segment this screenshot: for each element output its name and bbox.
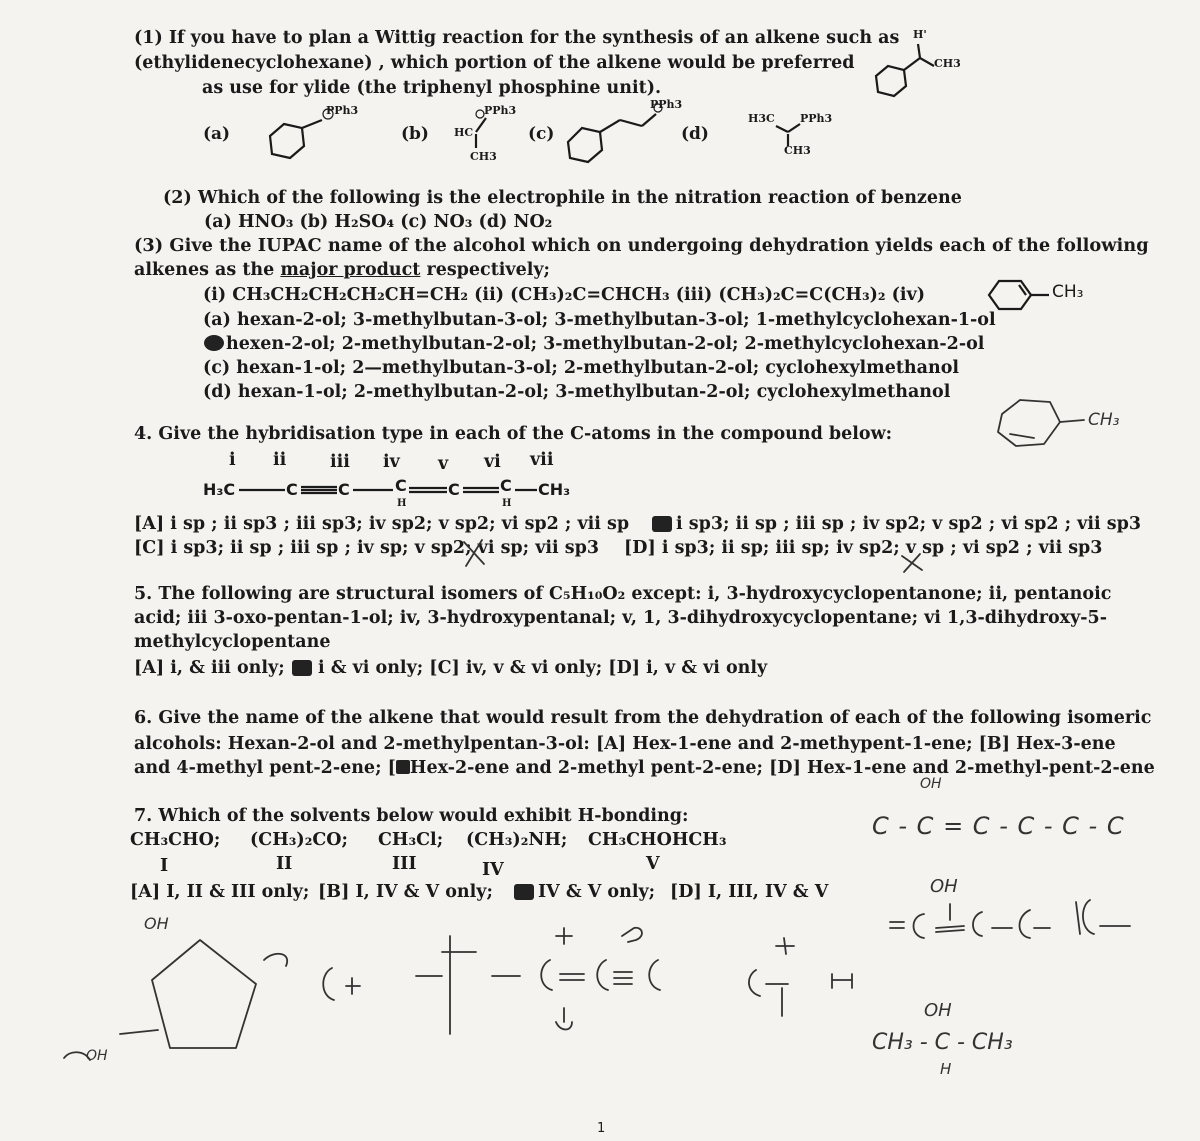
- q3-line-2: [134, 260, 550, 280]
- q4-c6: C: [500, 476, 512, 495]
- q7-numeral-V: V: [646, 854, 660, 874]
- option-b-marked-circle: [203, 334, 227, 354]
- q1-line-2: (ethylidenecyclohexane) , which portion of the alkene would be preferred: [134, 53, 855, 73]
- q3-line-2c: respectively;: [420, 260, 551, 280]
- q7-option-D: [D] I, III, IV & V: [670, 882, 829, 902]
- q4-option-B-mark: [650, 514, 674, 534]
- handwritten-cross-marks: [460, 534, 960, 574]
- q3-option-b: hexen-2-ol; 2-methylbutan-2-ol; 3-methylbutan-2-ol; 2-methylcyclohexan-2-ol: [226, 334, 985, 354]
- option-b-hc: HC: [454, 126, 474, 139]
- q5-line-3: methylcyclopentane: [134, 632, 331, 652]
- q4-numeral-vi: vi: [484, 452, 501, 472]
- q4-c2: C: [286, 480, 298, 499]
- q5-option-B-mark: [290, 658, 316, 678]
- q4-c5: C: [448, 480, 460, 499]
- hw-chain-2: [880, 890, 1160, 970]
- q5-line-1: 5. The following are structural isomers of C₅H₁₀O₂ except: i, 3-hydroxycyclopentanone; ii, pentanoic: [134, 584, 1112, 604]
- q4-numeral-iv: iv: [383, 452, 400, 472]
- target-ch3-label: CH3: [934, 57, 961, 70]
- hw-oh-left: OH: [144, 914, 169, 933]
- q1-option-d-label: (d): [681, 124, 709, 144]
- hw-middle-chain: [320, 926, 880, 1066]
- q6-line-3: [134, 758, 1155, 778]
- q6-line-1: 6. Give the name of the alkene that would result from the dehydration of each of the following isomeric: [134, 708, 1152, 728]
- hw-oh-1: OH: [920, 776, 942, 792]
- q4-numeral-v: v: [438, 454, 449, 474]
- q6-option-C-mark: [396, 760, 410, 774]
- ethylidenecyclohexane-structure: [862, 40, 962, 100]
- q7-option-B: [B] I, IV & V only;: [318, 882, 493, 902]
- q7-line-1: 7. Which of the solvents below would exhibit H-bonding:: [134, 806, 689, 826]
- hw-oh-3: OH: [924, 1000, 952, 1021]
- q7-numeral-IV: IV: [482, 860, 504, 880]
- q1-option-b-label: (b): [401, 124, 429, 144]
- q2-line-1: (2) Which of the following is the electrophile in the nitration reaction of benzene: [163, 188, 962, 208]
- q4-h6: H: [502, 498, 512, 509]
- q1-line-3: as use for ylide (the triphenyl phosphine unit).: [202, 78, 662, 98]
- hw-oh-bottom-left: OH: [86, 1048, 108, 1064]
- q4-option-B: i sp3; ii sp ; iii sp ; iv sp2; v sp2 ; vi sp2 ; vii sp3: [676, 514, 1141, 534]
- q6-line-2: alcohols: Hexan-2-ol and 2-methylpentan-3-ol: [A] Hex-1-ene and 2-methypent-1-ene; [B] Hex-3-ene: [134, 734, 1116, 754]
- handwritten-methylcyclohexene: [980, 392, 1140, 472]
- q4-numeral-vii: vii: [530, 450, 554, 470]
- hw-h: H: [940, 1060, 952, 1078]
- q5-options-rest: i & vi only; [C] iv, v & vi only; [D] i, v & vi only: [318, 658, 768, 678]
- q6-line-3a: and 4-methyl pent-2-ene; [: [134, 758, 396, 778]
- q7-solvent-1: CH₃CHO;: [130, 830, 221, 850]
- option-a-pph3: PPh3: [326, 104, 359, 117]
- q5-line-2: acid; iii 3-oxo-pentan-1-ol; iv, 3-hydroxypentanal; v, 1, 3-dihydroxycyclopentane; vi 1,3-dihydroxy-5-: [134, 608, 1107, 628]
- q7-option-A: [A] I, II & III only;: [130, 882, 310, 902]
- hw-oh-2: OH: [930, 876, 958, 897]
- q1-option-a-label: (a): [203, 124, 231, 144]
- option-b-ylide-structure: [468, 108, 508, 158]
- q7-solvent-5: CH₃CHOHCH₃: [588, 830, 727, 850]
- option-b-pph3: PPh3: [484, 104, 517, 117]
- q3-major-product: major product: [280, 260, 421, 280]
- q7-numeral-II: II: [276, 854, 293, 874]
- q4-c3: C: [338, 480, 350, 499]
- q4-line-1: 4. Give the hybridisation type in each of the C-atoms in the compound below:: [134, 424, 893, 444]
- q4-ch3: CH₃: [538, 480, 571, 499]
- q7-numeral-I: I: [160, 856, 169, 876]
- target-h-label: H': [913, 28, 927, 41]
- hw-carbon-chain: C - C = C - C - C - C: [872, 812, 1125, 840]
- page-number: 1: [597, 1121, 606, 1136]
- q3-option-c: (c) hexan-1-ol; 2—methylbutan-3-ol; 2-methylbutan-2-ol; cyclohexylmethanol: [203, 358, 960, 378]
- hw-ch3-c-ch3: CH₃ - C - CH₃: [872, 1030, 1013, 1055]
- q7-numeral-III: III: [392, 854, 417, 874]
- q7-option-C: IV & V only;: [538, 882, 656, 902]
- q3-iv-ch3: CH₃: [1052, 282, 1084, 302]
- q7-solvent-3: CH₃Cl;: [378, 830, 444, 850]
- q4-h4: H: [397, 498, 407, 509]
- q4-option-C: [C] i sp3; ii sp ; iii sp ; iv sp; v sp2; vi sp; vii sp3: [134, 538, 600, 558]
- q4-c4: C: [395, 476, 407, 495]
- q4-h3c: H₃C: [203, 480, 236, 499]
- q4-numeral-iii: iii: [330, 452, 350, 472]
- q2-options: (a) HNO₃ (b) H₂SO₄ (c) NO₃ (d) NO₂: [204, 212, 553, 232]
- q3-option-d: (d) hexan-1-ol; 2-methylbutan-2-ol; 3-methylbutan-2-ol; cyclohexylmethanol: [203, 382, 951, 402]
- option-d-h3c: H3C: [748, 112, 775, 125]
- q4-numeral-i: i: [229, 450, 236, 470]
- q4-numeral-ii: ii: [273, 450, 287, 470]
- q6-line-3b: Hex-2-ene and 2-methyl pent-2-ene; [D] Hex-1-ene and 2-methyl-pent-2-ene: [409, 758, 1155, 778]
- q4-bond-lines: [235, 484, 545, 498]
- q3-line-2a: alkenes as the: [134, 260, 281, 280]
- hw-ch3-a: CH₃: [1088, 410, 1120, 430]
- q7-solvent-4: (CH₃)₂NH;: [466, 830, 568, 850]
- q1-option-c-label: (c): [528, 124, 555, 144]
- q5-option-A: [A] i, & iii only;: [134, 658, 285, 678]
- option-a-ylide-structure: [258, 108, 368, 168]
- q3-line-1: (3) Give the IUPAC name of the alcohol which on undergoing dehydration yields each of the following: [134, 235, 1149, 256]
- q4-option-A: [A] i sp ; ii sp3 ; iii sp3; iv sp2; v sp2; vi sp2 ; vii sp: [134, 514, 630, 534]
- q7-option-C-mark: [512, 882, 536, 902]
- q1-line-1: (1) If you have to plan a Wittig reaction for the synthesis of an alkene such as: [134, 28, 900, 48]
- option-c-ylide-structure: [560, 104, 680, 169]
- q4-option-D: [D] i sp3; ii sp; iii sp; iv sp2; v sp ; vi sp2 ; vii sp3: [624, 538, 1103, 558]
- q3-alkenes: (i) CH₃CH₂CH₂CH₂CH=CH₂ (ii) (CH₃)₂C=CHCH₃ (iii) (CH₃)₂C=C(CH₃)₂ (iv): [203, 285, 926, 305]
- q7-solvent-2: (CH₃)₂CO;: [250, 830, 348, 850]
- option-d-ylide-structure: [770, 118, 810, 158]
- option-c-pph3: PPh3: [650, 98, 683, 111]
- q3-option-a: (a) hexan-2-ol; 3-methylbutan-3-ol; 3-methylbutan-3-ol; 1-methylcyclohexan-1-ol: [203, 310, 996, 330]
- option-d-pph3: PPh3: [800, 112, 833, 125]
- option-d-ch3: CH3: [784, 144, 811, 157]
- option-b-ch3: CH3: [470, 150, 497, 163]
